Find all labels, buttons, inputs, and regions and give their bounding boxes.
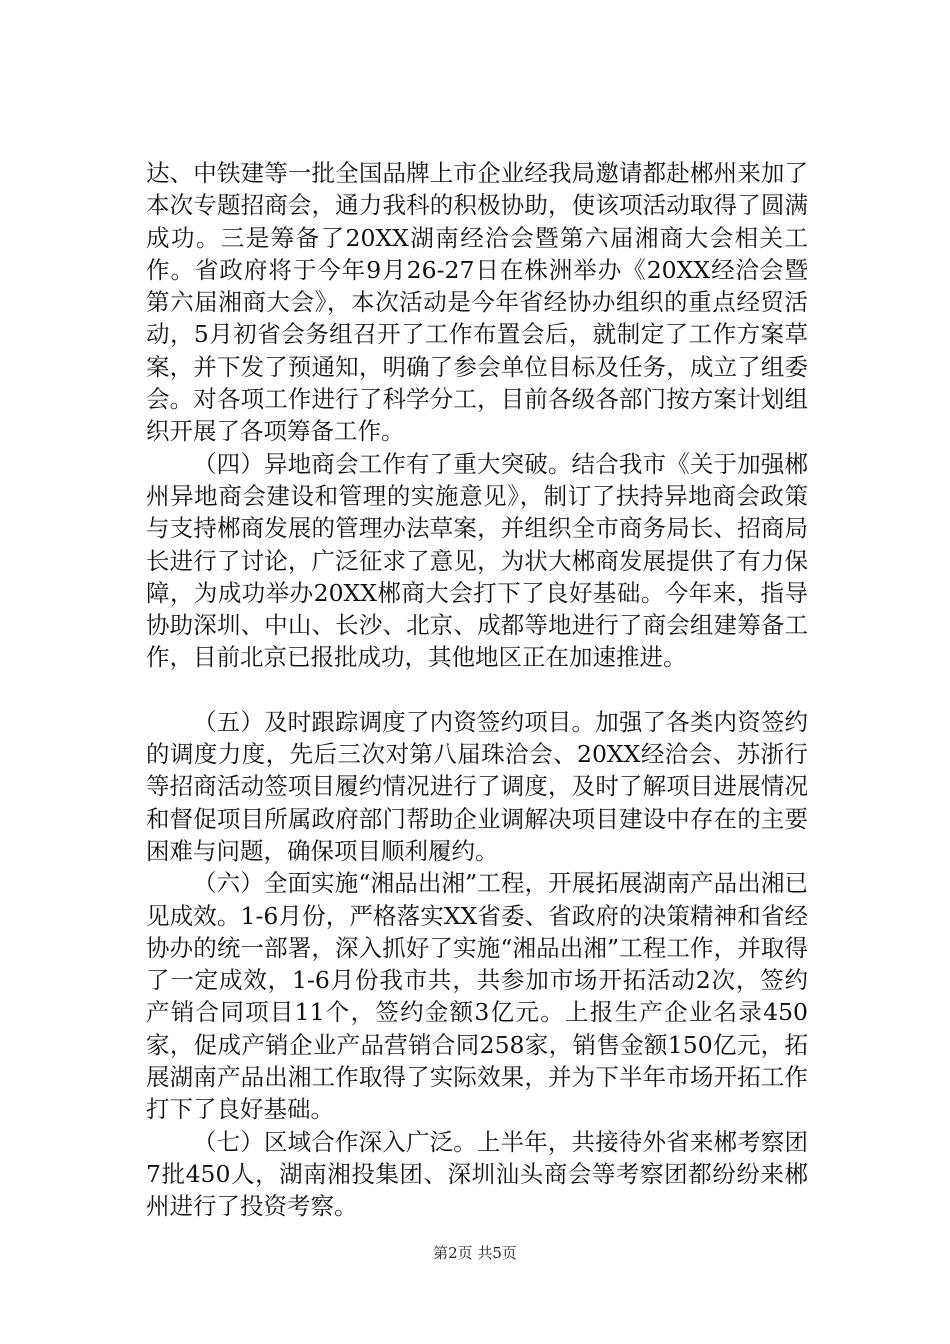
document-body: [146, 157, 808, 1223]
paragraph-section-7: （七）区域合作深入广泛。上半年，共接待外省来郴考察团7批450人，湖南湘投集团、深圳汕头商会等考察团都纷纷来郴州进行了投资考察。: [146, 1127, 808, 1221]
paragraph-section-4: （四）异地商会工作有了重大突破。结合我市《关于加强郴州异地商会建设和管理的实施意见》，制订了扶持异地商会政策与支持郴商发展的管理办法草案，并组织全市商务局长、招商局长进行了讨论，广泛征求了意见，为状大郴商发展提供了有力保障，为成功举办20XX郴商大会打下了良好基础。今年来，指导协助深圳、中山、长沙、北京、成都等地进行了商会组建筹备工作，目前北京已报批成功，其他地区正在加速推进。: [146, 449, 808, 672]
paragraph-section-6: （六）全面实施“湘品出湘”工程，开展拓展湖南产品出湘已见成效。1-6月份，严格落实XX省委、省政府的决策精神和省经协办的统一部署，深入抓好了实施“湘品出湘”工程工作，并取得了一定成效，1-6月份我市共，共参加市场开拓活动2次，签约产销合同项目11个，签约金额3亿元。上报生产企业名录450家，促成产销企业产品营销合同258家，销售金额150亿元，拓展湖南产品出湘工作取得了实际效果，并为下半年市场开拓工作打下了良好基础。: [146, 869, 808, 1124]
paragraph-continuation: 达、中铁建等一批全国品牌上市企业经我局邀请都赴郴州来加了本次专题招商会，通力我科的积极协助，使该项活动取得了圆满成功。三是筹备了20XX湖南经洽会暨第六届湘商大会相关工作。省政府将于今年9月26-27日在株洲举办《20XX经洽会暨第六届湘商大会》，本次活动是今年省经协办组织的重点经贸活动，5月初省会务组召开了工作布置会后，就制定了工作方案草案，并下发了预通知，明确了参会单位目标及任务，成立了组委会。对各项工作进行了科学分工，目前各级各部门按方案计划组织开展了各项筹备工作。: [146, 159, 808, 446]
paragraph-section-5: （五）及时跟踪调度了内资签约项目。加强了各类内资签约的调度力度，先后三次对第八届珠洽会、20XX经洽会、苏浙行等招商活动签项目履约情况进行了调度，及时了解项目进展情况和督促项目所属政府部门帮助企业调解决项目建设中存在的主要困难与问题，确保项目顺利履约。: [146, 707, 808, 865]
page-footer: 第2页 共5页: [433, 1244, 517, 1262]
